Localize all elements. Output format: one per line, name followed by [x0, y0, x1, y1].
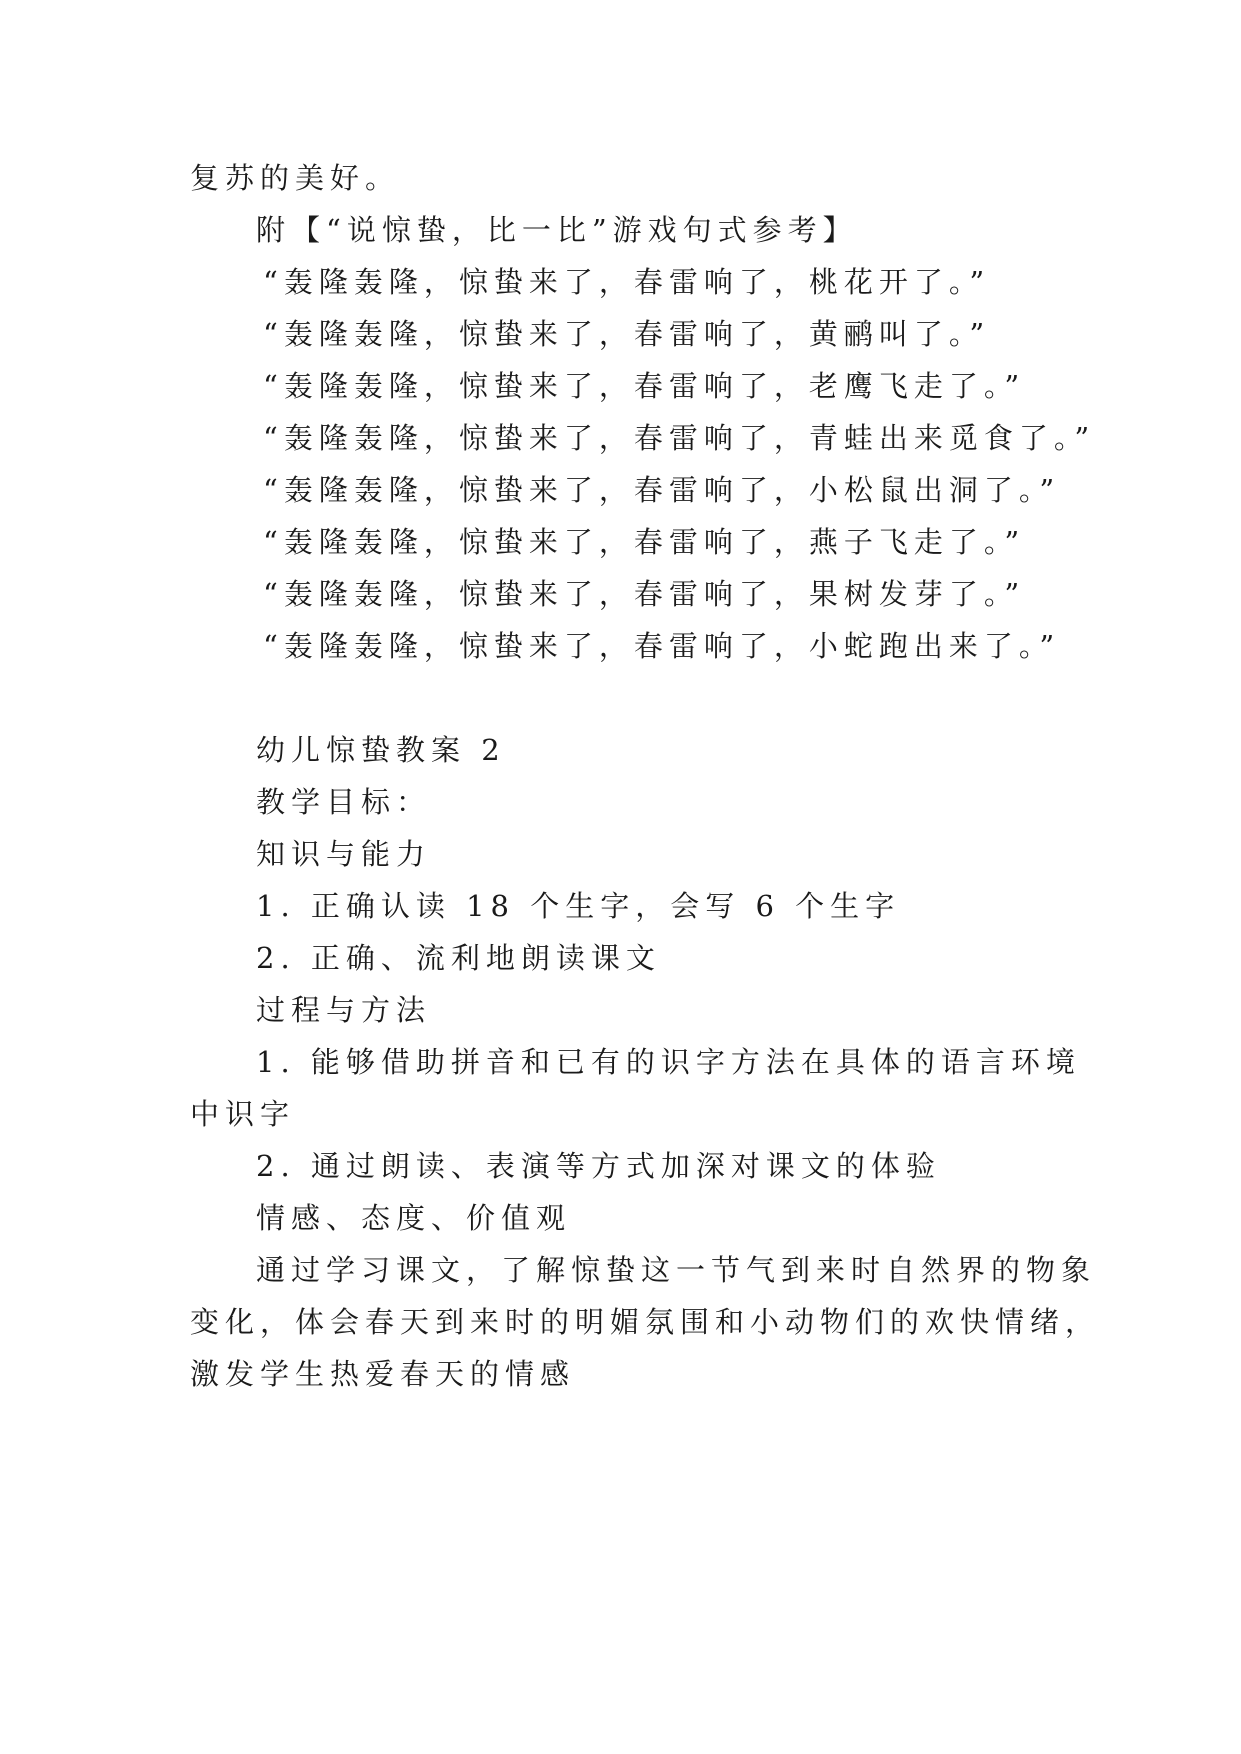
subheading-process: 过程与方法 [256, 993, 432, 1027]
sentence-pattern-2: “轰隆轰隆，惊蛰来了，春雷响了，黄鹂叫了。” [263, 317, 991, 351]
body-paragraph: 通过学习课文，了解惊蛰这一节气到来时自然界的物象 [256, 1253, 1097, 1287]
list-item: 2. 正确、流利地朗读课文 [256, 941, 661, 975]
subheading-values: 情感、态度、价值观 [256, 1201, 572, 1235]
subheading-knowledge: 知识与能力 [256, 837, 432, 871]
body-paragraph-continuation: 变化，体会春天到来时的明媚氛围和小动物们的欢快情绪， [190, 1305, 1101, 1339]
list-item: 1. 能够借助拼音和已有的识字方法在具体的语言环境 [256, 1045, 1081, 1079]
appendix-heading: 附【“说惊蛰，比一比”游戏句式参考】 [256, 213, 858, 247]
list-item-continuation: 中识字 [190, 1097, 296, 1131]
sentence-pattern-6: “轰隆轰隆，惊蛰来了，春雷响了，燕子飞走了。” [263, 525, 1026, 559]
paragraph-continuation: 复苏的美好。 [190, 161, 401, 195]
sentence-pattern-8: “轰隆轰隆，惊蛰来了，春雷响了，小蛇跑出来了。” [263, 629, 1061, 663]
list-item: 2. 通过朗读、表演等方式加深对课文的体验 [256, 1149, 941, 1183]
sentence-pattern-1: “轰隆轰隆，惊蛰来了，春雷响了，桃花开了。” [263, 265, 991, 299]
lesson-plan-title: 幼儿惊蛰教案 2 [256, 733, 506, 767]
section-heading-objectives: 教学目标： [256, 785, 432, 819]
sentence-pattern-4: “轰隆轰隆，惊蛰来了，春雷响了，青蛙出来觅食了。” [263, 421, 1096, 455]
sentence-pattern-7: “轰隆轰隆，惊蛰来了，春雷响了，果树发芽了。” [263, 577, 1026, 611]
list-item: 1. 正确认读 18 个生字，会写 6 个生字 [256, 889, 901, 923]
sentence-pattern-3: “轰隆轰隆，惊蛰来了，春雷响了，老鹰飞走了。” [263, 369, 1026, 403]
sentence-pattern-5: “轰隆轰隆，惊蛰来了，春雷响了，小松鼠出洞了。” [263, 473, 1061, 507]
body-paragraph-continuation: 激发学生热爱春天的情感 [190, 1357, 576, 1391]
